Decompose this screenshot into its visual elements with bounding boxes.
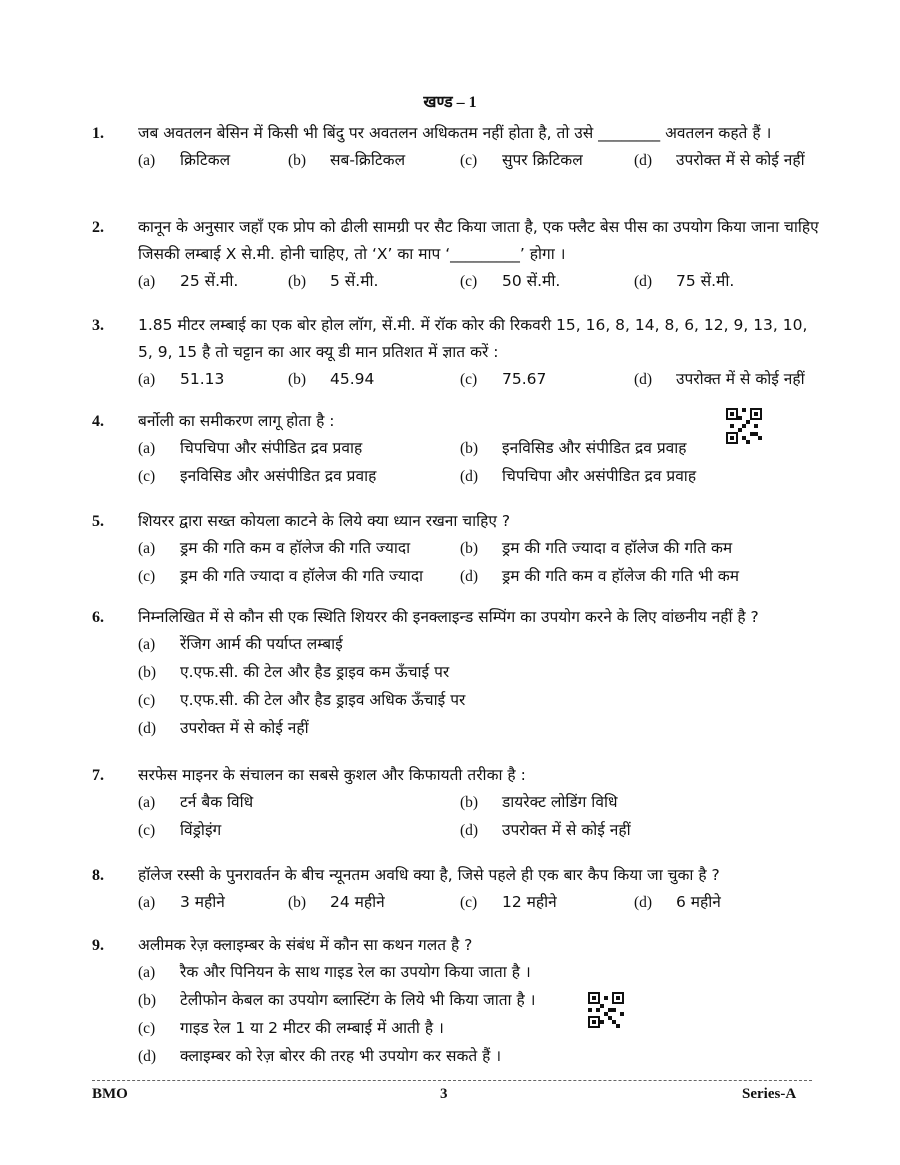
question-number: 2. [92,219,104,236]
option-label: (a) [138,794,156,811]
option-label: (b) [460,440,479,457]
option-text: उपरोक्त में से कोई नहीं [676,151,805,169]
question-1 [92,120,822,175]
option-d [138,715,822,743]
option-label: (b) [288,152,307,169]
option-label: (b) [138,664,157,681]
option-label: (d) [634,273,653,290]
question-text: शियरर द्वारा सख्त कोयला काटने के लिये क्या ध्यान रखना चाहिए ? [138,512,511,530]
question-2 [92,214,822,296]
option-b [288,366,374,393]
option-text: 24 महीने [330,893,385,911]
option-text: टेलीफोन केबल का उपयोग ब्लास्टिंग के लिये भी किया जाता है । [180,991,536,1009]
option-d [460,563,739,590]
question-7 [92,762,822,845]
option-label: (a) [138,964,156,981]
question-4 [92,408,822,491]
option-d [634,147,805,174]
option-label: (c) [460,273,478,290]
option-text: ए.एफ.सी. की टेल और हैड ड्राइव अधिक ऊँचाई पर [180,691,466,709]
option-text: ड्रम की गति ज्यादा व हॉलेज की गति कम [502,539,733,557]
option-label: (d) [138,720,157,737]
option-b [138,987,822,1015]
options-row [138,889,822,917]
option-a [138,959,822,987]
option-text: 5 सें.मी. [330,272,379,290]
question-number: 7. [92,767,104,784]
option-text: गाइड रेल 1 या 2 मीटर की लम्बाई में आती है । [180,1019,444,1037]
option-text: विंड्रोइंग [180,821,222,839]
question-text: 1.85 मीटर लम्बाई का एक बोर होल लॉग, सें.मी. में रॉक कोर की रिकवरी 15, 16, 8, 14, 8, 6, 12, 9, 13, 10, 5, 9, 15 है तो चट्टान का आर क्यू डी मान प्रतिशत में ज्ञात करें : [138,316,808,361]
option-b [460,435,687,462]
option-label: (c) [138,468,156,485]
question-5 [92,508,822,591]
question-text: निम्नलिखित में से कौन सी एक स्थिति शियरर की इनक्लाइन्ड सम्पिंग का उपयोग करने के लिए वांछनीय नहीं है ? [138,608,759,626]
option-text: चिपचिपा और असंपीडित द्रव प्रवाह [502,467,697,485]
option-label: (d) [634,371,653,388]
option-a [138,435,362,462]
option-d [634,366,805,393]
footer-code: BMO [92,1086,128,1102]
section-title: खण्ड – 1 [423,94,477,111]
option-text: 75 सें.मी. [676,272,735,290]
option-d [634,889,721,916]
option-text: 51.13 [180,370,225,388]
option-c [460,268,560,295]
options-row [138,789,822,817]
question-6 [92,604,822,743]
options-row [138,535,822,563]
option-c [460,889,557,916]
question-text: अलीमक रेज़ क्लाइम्बर के संबंध में कौन सा कथन गलत है ? [138,936,473,954]
qr-code-icon [726,408,762,444]
option-label: (c) [138,692,156,709]
options-row [138,563,822,591]
option-text: चिपचिपा और संपीडित द्रव प्रवाह [180,439,363,457]
option-label: (a) [138,152,156,169]
option-label: (d) [634,152,653,169]
question-text: सरफेस माइनर के संचालन का सबसे कुशल और किफायती तरीका है : [138,766,526,784]
option-d [138,1043,822,1071]
options-row [138,366,822,394]
option-text: क्रिटिकल [180,151,231,169]
option-a [138,268,238,295]
option-label: (a) [138,636,156,653]
option-d [460,463,696,490]
option-label: (a) [138,440,156,457]
question-number: 9. [92,937,104,954]
footer-divider [92,1080,812,1081]
option-text: ड्रम की गति कम व हॉलेज की गति ज्यादा [180,539,411,557]
option-a [138,789,253,816]
question-number: 3. [92,317,104,334]
option-label: (c) [138,1020,156,1037]
option-text: 45.94 [330,370,375,388]
option-c [460,147,583,174]
option-label: (b) [138,992,157,1009]
option-text: क्लाइम्बर को रेज़ बोरर की तरह भी उपयोग कर सकते हैं । [180,1047,502,1065]
option-text: उपरोक्त में से कोई नहीं [676,370,805,388]
option-text: ड्रम की गति ज्यादा व हॉलेज की गति ज्यादा [180,567,424,585]
question-number: 5. [92,513,104,530]
option-label: (d) [460,822,479,839]
question-number: 4. [92,413,104,430]
option-text: रैक और पिनियन के साथ गाइड रेल का उपयोग किया जाता है । [180,963,531,981]
option-text: 75.67 [502,370,547,388]
option-label: (d) [138,1048,157,1065]
option-label: (d) [634,894,653,911]
qr-code-icon [588,992,624,1028]
option-label: (b) [460,540,479,557]
question-number: 6. [92,609,104,626]
question-8 [92,862,822,917]
option-a [138,535,410,562]
option-text: सुपर क्रिटिकल [502,151,583,169]
option-c [138,687,822,715]
option-label: (b) [460,794,479,811]
question-text: जब अवतलन बेसिन में किसी भी बिंदु पर अवतलन अधिकतम नहीं होता है, तो उसे ________ अवतलन कहते हैं । [138,124,772,142]
option-b [460,535,732,562]
option-c [138,463,376,490]
options-row [138,268,822,296]
options-row [138,817,822,845]
option-label: (c) [138,822,156,839]
option-a [138,631,822,659]
option-label: (b) [288,894,307,911]
option-label: (b) [288,371,307,388]
option-a [138,366,224,393]
option-text: रेंजिग आर्म की पर्याप्त लम्बाई [180,635,343,653]
option-text: 12 महीने [502,893,557,911]
option-text: 3 महीने [180,893,225,911]
option-text: डायरेक्ट लोडिंग विधि [502,793,618,811]
option-text: 50 सें.मी. [502,272,561,290]
option-text: टर्न बैक विधि [180,793,254,811]
option-d [460,817,631,844]
option-text: ए.एफ.सी. की टेल और हैड ड्राइव कम ऊँचाई पर [180,663,450,681]
option-label: (a) [138,273,156,290]
option-text: इनविसिड और असंपीडित द्रव प्रवाह [180,467,377,485]
option-label: (a) [138,371,156,388]
option-text: ड्रम की गति कम व हॉलेज की गति भी कम [502,567,740,585]
option-label: (c) [460,894,478,911]
option-text: उपरोक्त में से कोई नहीं [180,719,309,737]
option-c [460,366,546,393]
option-c [138,817,221,844]
option-text: 6 महीने [676,893,721,911]
question-text: हॉलेज रस्सी के पुनरावर्तन के बीच न्यूनतम अवधि क्या है, जिसे पहले ही एक बार कैप किया जा चुका है ? [138,866,720,884]
option-label: (c) [460,152,478,169]
option-label: (d) [460,468,479,485]
option-label: (b) [288,273,307,290]
options-row [138,463,822,491]
option-label: (c) [460,371,478,388]
option-text: 25 सें.मी. [180,272,239,290]
option-label: (a) [138,540,156,557]
option-label: (d) [460,568,479,585]
option-b [288,147,405,174]
option-b [138,659,822,687]
question-text: बर्नोली का समीकरण लागू होता है : [138,412,335,430]
option-a [138,889,225,916]
option-d [634,268,734,295]
option-c [138,1015,822,1043]
question-3 [92,312,822,394]
option-label: (c) [138,568,156,585]
option-text: इनविसिड और संपीडित द्रव प्रवाह [502,439,687,457]
option-text: सब-क्रिटिकल [330,151,406,169]
option-a [138,147,230,174]
option-label: (a) [138,894,156,911]
question-number: 8. [92,867,104,884]
option-text: उपरोक्त में से कोई नहीं [502,821,631,839]
options-row [138,435,822,463]
option-b [288,889,385,916]
series-label: Series-A [742,1086,797,1102]
option-c [138,563,423,590]
page-number: 3 [440,1086,448,1102]
question-number: 1. [92,125,104,142]
option-b [460,789,618,816]
question-9 [92,932,822,1071]
question-text: कानून के अनुसार जहाँ एक प्रोप को ढीली सामग्री पर सैट किया जाता है, एक फ्लैट बेस पीस का उपयोग किया जाना चाहिए जिसकी लम्बाई X से.मी. होनी चाहिए, तो ‘X’ का माप ‘_________’ होगा । [138,218,819,263]
options-row [138,147,822,175]
option-b [288,268,378,295]
